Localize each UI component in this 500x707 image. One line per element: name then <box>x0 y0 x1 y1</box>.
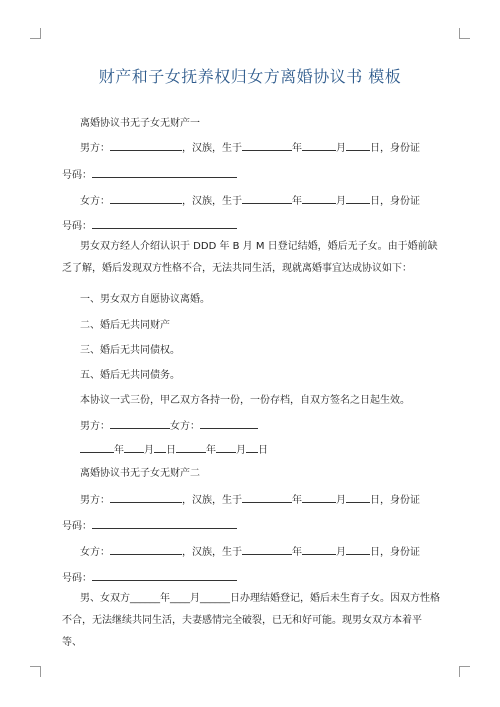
month-text: 月 <box>336 143 346 154</box>
s1-male-month-blank[interactable] <box>302 140 336 151</box>
s2-male-year-blank[interactable] <box>242 492 292 503</box>
s1-female-name-blank[interactable] <box>110 193 182 204</box>
s1-male-day-blank[interactable] <box>346 140 370 151</box>
s2-female-day-blank[interactable] <box>346 544 370 555</box>
s2-female-label: 女方： <box>80 547 110 558</box>
date2-year-blank[interactable] <box>176 442 206 453</box>
s1-female-id-line <box>62 218 237 233</box>
year-text: 年 <box>114 445 124 456</box>
id-label: 号码： <box>62 170 92 181</box>
id-label: 号码： <box>62 521 92 532</box>
s1-female-year-blank[interactable] <box>242 193 292 204</box>
s2-male-id-blank[interactable] <box>92 518 237 529</box>
s2-male-day-blank[interactable] <box>346 492 370 503</box>
s2-male-label: 男方： <box>80 495 110 506</box>
sign-female-blank[interactable] <box>200 418 258 429</box>
s1-date-line <box>80 442 268 457</box>
s2-male-name-blank[interactable] <box>110 492 182 503</box>
s1-female-label: 女方： <box>80 196 110 207</box>
s2-male-ethnic: ，汉族，生于 <box>182 495 242 506</box>
day-id-text: 日，身份证 <box>370 196 420 207</box>
document-title: 财产和子女抚养权归女方离婚协议书 模板 <box>98 67 402 86</box>
s2-female-id-blank[interactable] <box>92 570 237 581</box>
date2-day-blank[interactable] <box>246 442 258 453</box>
s1-male-id-blank[interactable] <box>92 167 237 178</box>
day-id-text: 日，身份证 <box>370 143 420 154</box>
s2-female-ethnic: ，汉族，生于 <box>182 547 242 558</box>
crop-mark-bottom-left <box>30 666 41 677</box>
crop-mark-top-right <box>459 28 470 39</box>
s2-male-id-line <box>62 518 237 533</box>
month-text: 月 <box>336 495 346 506</box>
s1-item-2: 二、婚后无共同财产 <box>80 320 170 331</box>
date1-month-blank[interactable] <box>124 442 144 453</box>
s1-male-year-blank[interactable] <box>242 140 292 151</box>
day-id-text: 日，身份证 <box>370 495 420 506</box>
month-text: 月 <box>336 196 346 207</box>
s2-female-id-line <box>62 570 237 585</box>
date1-year-blank[interactable] <box>80 442 114 453</box>
crop-mark-bottom-right <box>459 666 470 677</box>
s1-signature-line <box>80 418 258 433</box>
id-label: 号码： <box>62 573 92 584</box>
s1-male-ethnic: ，汉族，生于 <box>182 143 242 154</box>
year-text: 年 <box>292 143 302 154</box>
sign-male-blank[interactable] <box>110 418 170 429</box>
month-text: 月 <box>336 547 346 558</box>
year-text: 年 <box>292 196 302 207</box>
year-text: 年 <box>292 547 302 558</box>
s1-male-name-blank[interactable] <box>110 140 182 151</box>
s1-item-3: 三、婚后无共同债权。 <box>80 345 180 356</box>
s1-male-label: 男方： <box>80 143 110 154</box>
s2-female-name-blank[interactable] <box>110 544 182 555</box>
year-text: 年 <box>206 445 216 456</box>
day-id-text: 日，身份证 <box>370 547 420 558</box>
s1-female-line <box>80 193 420 208</box>
s1-female-month-blank[interactable] <box>302 193 336 204</box>
s1-intro-paragraph: 男女双方经人介绍认识于 DDD 年 B 月 M 日登记结婚，婚后无子女。由于婚前缺乏了解，婚后发现双方性格不合，无法共同生活，现就离婚事宜达成协议如下： <box>62 241 438 274</box>
s1-male-line <box>80 140 420 155</box>
month-text: 月 <box>144 445 154 456</box>
s1-female-id-blank[interactable] <box>92 218 237 229</box>
s2-intro-paragraph: 男、女双方______年____月______日办理结婚登记，婚后未生育子女。因双方性格不合，无法继续共同生活，夫妻感情完全破裂，已无和好可能。现男女双方本着平等、 <box>62 593 440 648</box>
section2-heading: 离婚协议书无子女无财产二 <box>80 468 200 479</box>
sign-male-label: 男方： <box>80 421 110 432</box>
sign-female-label: 女方： <box>170 421 200 432</box>
day-text: 日 <box>166 445 176 456</box>
s2-male-line <box>80 492 420 507</box>
date2-month-blank[interactable] <box>216 442 236 453</box>
date1-day-blank[interactable] <box>154 442 166 453</box>
year-text: 年 <box>292 495 302 506</box>
section1-heading: 离婚协议书无子女无财产一 <box>80 118 200 129</box>
s1-female-day-blank[interactable] <box>346 193 370 204</box>
s2-female-line <box>80 544 420 559</box>
s1-copies-clause: 本协议一式三份，甲乙双方各持一份，一份存档，自双方签名之日起生效。 <box>80 395 410 406</box>
s2-female-month-blank[interactable] <box>302 544 336 555</box>
crop-mark-top-left <box>30 28 41 39</box>
s1-female-ethnic: ，汉族，生于 <box>182 196 242 207</box>
day-text: 日 <box>258 445 268 456</box>
s2-female-year-blank[interactable] <box>242 544 292 555</box>
id-label: 号码： <box>62 221 92 232</box>
s1-item-5: 五、婚后无共同债务。 <box>80 370 180 381</box>
s1-item-1: 一、男女双方自愿协议离婚。 <box>80 294 210 305</box>
s1-male-id-line <box>62 167 237 182</box>
s2-male-month-blank[interactable] <box>302 492 336 503</box>
month-text: 月 <box>236 445 246 456</box>
